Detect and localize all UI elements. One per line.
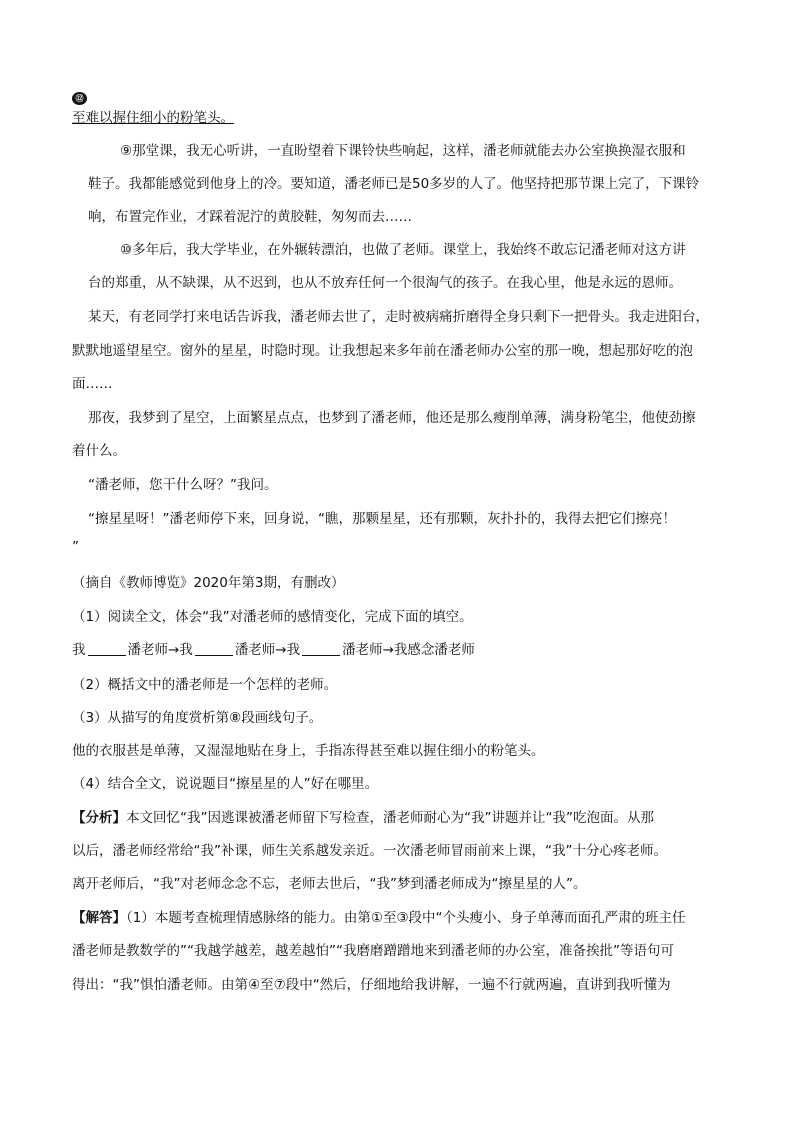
fill-text: 潘老师→我感念潘老师 — [342, 642, 475, 658]
answer-text: （1）本题考查梳理情感脉络的能力。由第①至③段中“个头瘦小、身子单薄而面孔严肃的班主任 — [126, 910, 686, 926]
text-line: 得出：“我”惧怕潘老师。由第④至⑦段中“然后，仔细地给我讲解，一遍不行就两遍，直讲到我听懂为 — [72, 977, 671, 993]
text-line: 台的郑重，从不缺课，从不迟到，也从不放弃任何一个很淘气的孩子。在我心里，他是永远的恩师。 — [88, 275, 682, 291]
analysis-line — [72, 808, 654, 828]
answer-blank[interactable] — [88, 641, 126, 656]
fill-text: 我 — [72, 642, 86, 658]
analysis-label: 【分析】 — [72, 810, 126, 826]
text-line: 某天，有老同学打来电话告诉我，潘老师去世了，走时被病痛折磨得全身只剩下一把骨头。我走进阳台， — [88, 309, 709, 325]
text-line: 鞋子。我都能感觉到他身上的冷。要知道，潘老师已是50多岁的人了。他坚持把那节课上完了，下课铃 — [88, 176, 700, 192]
text-line: “擦星星呀！”潘老师停下来，回身说，“瞧，那颗星星，还有那颗，灰扑扑的，我得去把它们擦亮！ — [88, 511, 676, 527]
fill-text: 潘老师→我 — [234, 642, 301, 658]
text-line: 响，布置完作业，才踩着泥泞的黄胶鞋，匆匆而去…… — [88, 209, 412, 225]
question-4: （4）结合全文，说说题目“擦星星的人”好在哪里。 — [72, 776, 379, 792]
text-line: 潘老师是教数学的”“我越学越差，越差越怕”“我磨磨蹭蹭地来到潘老师的办公室，准备挨批”等语句可 — [72, 943, 674, 959]
text-line: 面…… — [72, 376, 113, 392]
question-number-badge: ⑫ — [72, 92, 87, 105]
answer-blank[interactable] — [195, 641, 233, 656]
text-line: “潘老师，您干什么呀？”我问。 — [88, 477, 278, 493]
text-line: 以后，潘老师经常给“我”补课，师生关系越发亲近。一次潘老师冒雨前来上课，“我”十分心疼老师。 — [72, 843, 667, 859]
text-line: 着什么。 — [72, 443, 126, 459]
text-line: 至难以握住细小的粉笔头。 — [72, 110, 234, 126]
source-note: （摘自《教师博览》2020年第3期，有删改） — [72, 575, 345, 591]
question-3: （3）从描写的角度赏析第⑧段画线句子。 — [72, 710, 323, 726]
quoted-sentence: 他的衣服甚是单薄，又湿湿地贴在身上，手指冻得甚至难以握住细小的粉笔头。 — [72, 743, 545, 759]
text-line: 离开老师后，“我”对老师念念不忘，老师去世后，“我”梦到潘老师成为“擦星星的人”。 — [72, 876, 587, 892]
question-2: （2）概括文中的潘老师是一个怎样的老师。 — [72, 677, 338, 693]
text-line: 默默地遥望星空。窗外的星星，时隐时现。让我想起来多年前在潘老师办公室的那一晚，想起那好吃的泡 — [72, 343, 693, 359]
fill-in-blanks — [72, 640, 475, 660]
answer-label: 【解答】 — [72, 910, 126, 926]
answer-blank[interactable] — [302, 641, 340, 656]
fill-text: 潘老师→我 — [127, 642, 193, 658]
text-line: ” — [72, 539, 79, 555]
text-line: ⑩多年后，我大学毕业，在外辗转漂泊，也做了老师。课堂上，我始终不敢忘记潘老师对这方讲 — [120, 242, 686, 258]
answer-line — [72, 908, 686, 928]
analysis-text: 本文回忆“我”因逃课被潘老师留下写检查，潘老师耐心为“我”讲题并让“我”吃泡面。从那 — [126, 810, 654, 826]
text-line: 那夜，我梦到了星空，上面繁星点点，也梦到了潘老师，他还是那么瘦削单薄，满身粉笔尘，他使劲擦 — [88, 410, 696, 426]
text-line: ⑨那堂课，我无心听讲，一直盼望着下课铃快些响起，这样，潘老师就能去办公室换换湿衣服和 — [120, 143, 686, 159]
question-1: （1）阅读全文，体会“我”对潘老师的感情变化，完成下面的填空。 — [72, 609, 473, 625]
